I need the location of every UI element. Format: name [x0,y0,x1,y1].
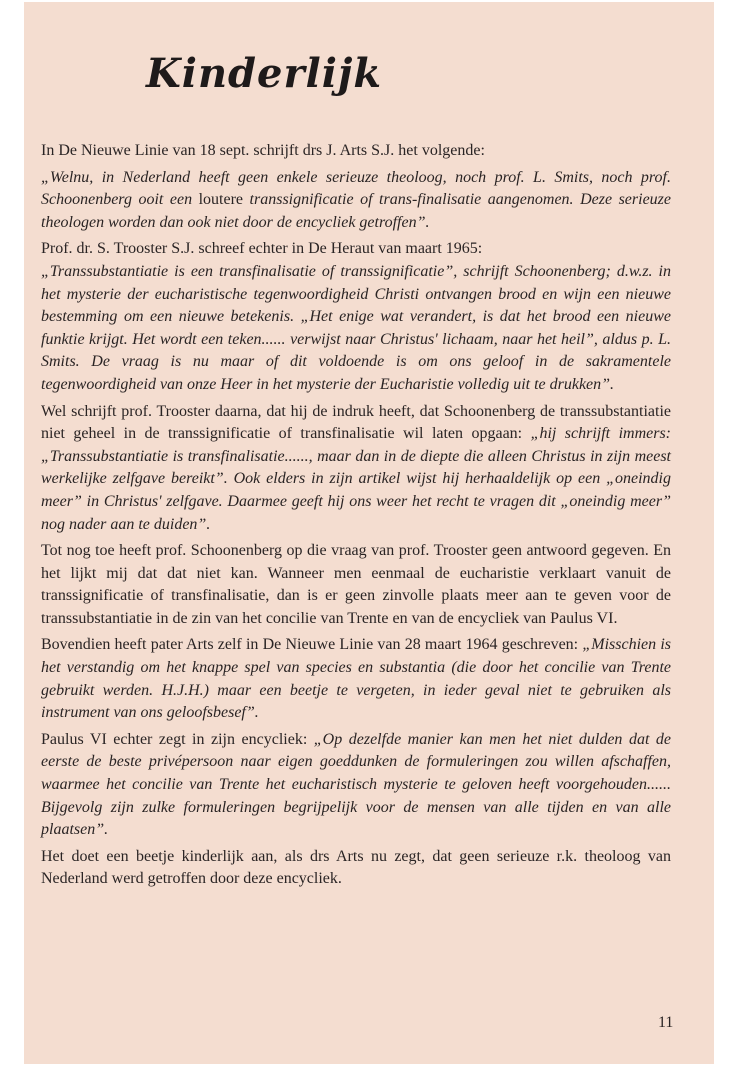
article-body [41,140,671,895]
paragraph-arts-1964 [41,634,671,724]
body-text: Paulus VI echter zegt in zijn encycliek: [41,730,314,748]
quote-text: „Misschien is het verstandig om het knappe spel van species en substantia (die door het concilie van Trente gebruikt werden. H.J.H.) maar een beetje te vergeten, in ieder geval niet te gebruiken als instrument van ons geloofsbesef”. [41,636,671,722]
paragraph-trooster [41,238,671,396]
intro-text: Prof. dr. S. Trooster S.J. schreef echter in De Heraut van maart 1965: [41,240,483,258]
quote-text: „Transsubstantiatie is een transfinalisatie of transsignificatie”, schrijft Schoonenberg; d.w.z. in het mysterie der eucharistische tegenwoordigheid Christi ontvangen brood en wijn een nieuwe bestemming om een nieuwe betekenis. „Het enige wat verandert, is dat het brood een nieuwe funktie krijgt. Het wordt een teken...... verwijst naar Christus' lichaam, naar het heil”, aldus p. L. Smits. De vraag is nu maar of dit voldoende is om ons geloof in de sakramentele tegenwoordigheid van onze Heer in het mysterie der Eucharistie volledig uit te drukken”. [41,262,671,393]
body-text: Bovendien heeft pater Arts zelf in De Nieuwe Linie van 28 maart 1964 geschreven: [41,636,583,654]
quote-text: „hij schrijft immers: „Transsubstantiatie is transfinalisatie......, maar dan in de diepte die alleen Christus in zijn meest werkelijke zelfgave bereikt”. Ook elders in zijn artikel wijst hij herhaaldelijk op een „oneindig meer” in Christus' zelfgave. Daarmee geeft hij ons weer het recht te vragen dit „oneindig meer” nog nader aan te duiden”. [41,425,671,533]
paragraph-intro [41,140,671,163]
paragraph-arts-quote [41,167,671,235]
quote-text: „Op dezelfde manier kan men het niet dulden dat de eerste de beste privépersoon naar eigen goeddunken de formuleringen zou willen afschaffen, waarmee het concilie van Trente het eucharistisch mysterie te geloven heeft voorgehouden...... Bijgevolg zijn zulke formuleringen begrijpelijk voor de mensen van alle tijden en van alle plaatsen”. [41,730,672,839]
document-page [24,2,714,1064]
paragraph-conclusion [41,846,671,891]
paragraph-schoonenberg [41,540,671,630]
paragraph-trooster-followup [41,401,671,537]
paragraph-paulus [41,729,671,842]
body-text: Het doet een beetje kinderlijk aan, als drs Arts nu zegt, dat geen serieuze r.k. theoloog van Nederland werd getroffen door deze encycliek. [41,847,671,888]
quote-text: „Welnu, in Nederland heeft geen enkele serieuze theoloog, noch prof. L. Smits, noch prof. Schoonenberg ooit een [41,168,671,209]
page-number: 11 [658,1014,674,1031]
body-text: Tot nog toe heeft prof. Schoonenberg op die vraag van prof. Trooster geen antwoord gegeven. En het lijkt mij dat dat niet kan. Wanneer men eenmaal de eucharistie verklaart vanuit de transsignificatie of transfinalisatie, dan is er geen zinvolle plaats meer aan te geven voor de transsubstantiatie in de zin van het concilie van Trente en van de encycliek van Paulus VI. [41,542,671,627]
page-title: Kinderlijk [146,50,383,97]
quote-text: transsignificatie of trans-finalisatie aangenomen. Deze serieuze theologen worden dan ook niet door de encycliek getroffen”. [41,191,672,231]
intro-text: In De Nieuwe Linie van 18 sept. schrijft drs J. Arts S.J. het volgende: [41,142,485,159]
plain-word: loutere [198,191,244,209]
body-text: Wel schrijft prof. Trooster daarna, dat hij de indruk heeft, dat Schoonenberg de transsubstantiatie niet geheel in de transsignificatie of transfinalisatie wil laten opgaan: [41,402,671,443]
